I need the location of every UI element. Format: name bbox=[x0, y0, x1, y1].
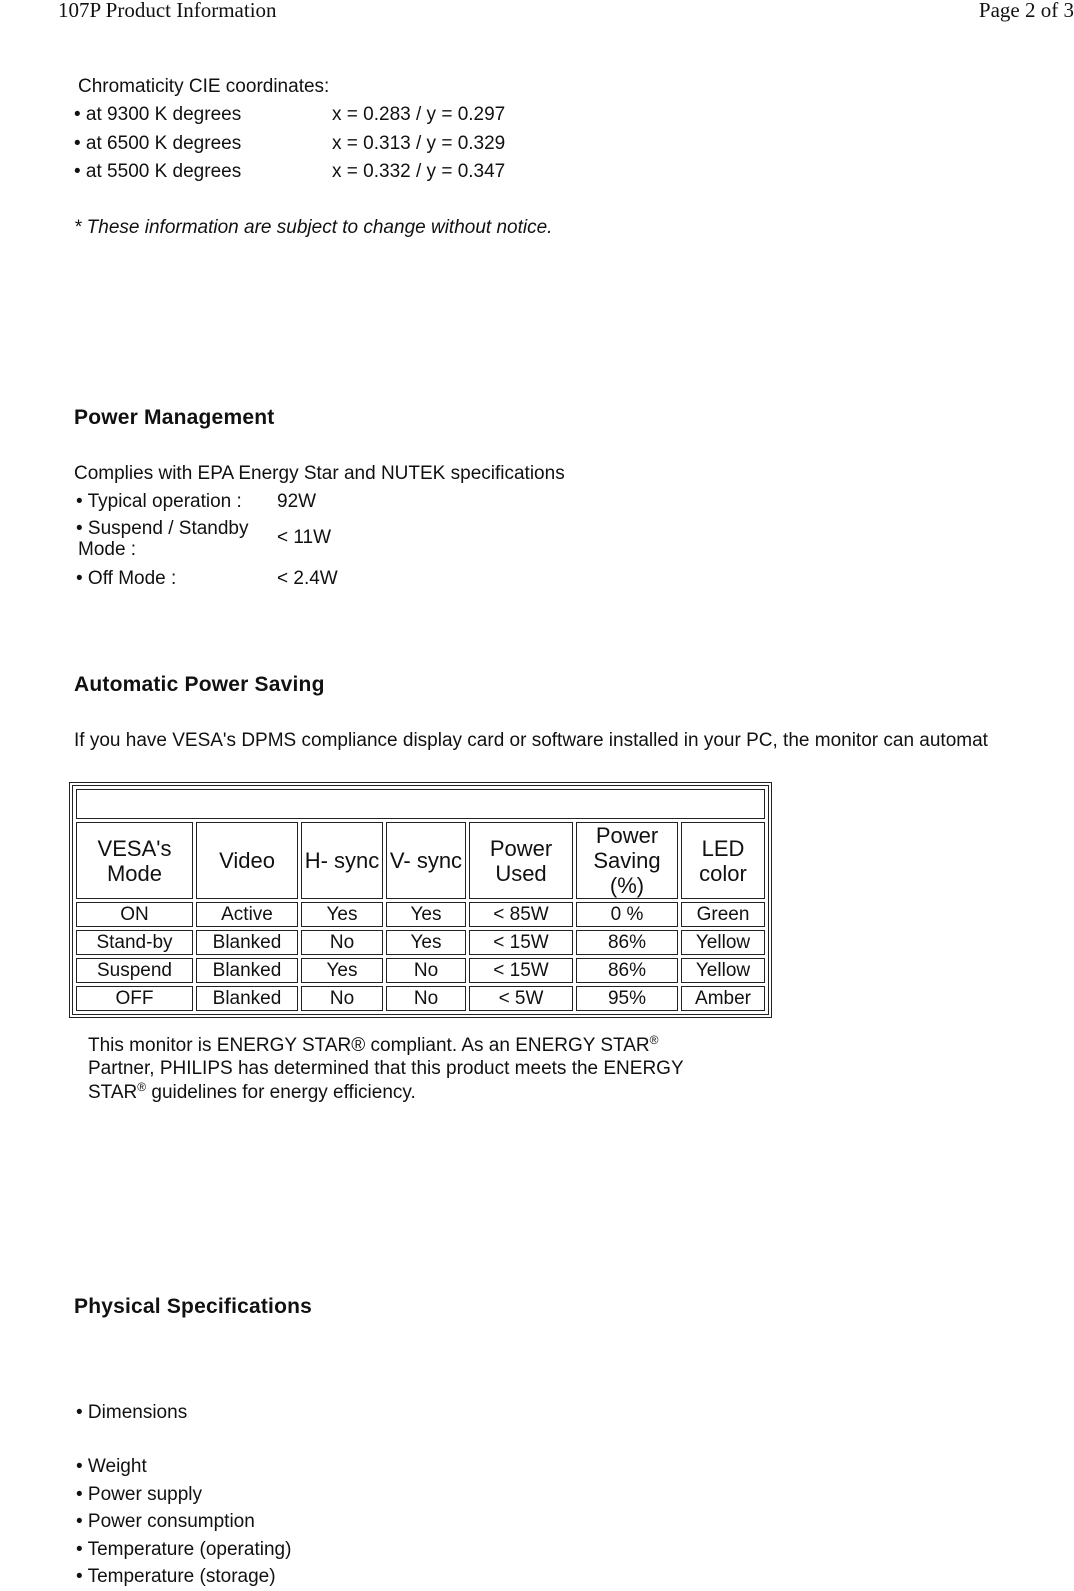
table-cell: No bbox=[301, 930, 383, 955]
table-cell: ON bbox=[76, 902, 193, 927]
table-cell: < 5W bbox=[469, 986, 573, 1011]
table-cell: Yes bbox=[301, 958, 383, 983]
typical-operation-label: • Typical operation : bbox=[76, 491, 242, 512]
table-cell: Blanked bbox=[196, 930, 298, 955]
table-cell: Yes bbox=[301, 902, 383, 927]
column-header: Power Saving (%) bbox=[576, 822, 678, 899]
table-cell: Blanked bbox=[196, 958, 298, 983]
off-mode-value: < 2.4W bbox=[277, 568, 338, 589]
table-header-row bbox=[76, 822, 765, 899]
table-row bbox=[76, 986, 765, 1011]
energy-star-statement-cont: Partner, PHILIPS has determined that this product meets the ENERGY bbox=[88, 1058, 684, 1079]
column-header: Power Used bbox=[469, 822, 573, 899]
table-row bbox=[76, 930, 765, 955]
chromaticity-label: • at 9300 K degrees bbox=[74, 104, 242, 125]
table-cell: < 85W bbox=[469, 902, 573, 927]
list-item: • Weight bbox=[76, 1456, 147, 1477]
table-cell: 86% bbox=[576, 930, 678, 955]
table-cell: Yes bbox=[386, 930, 466, 955]
energy-star-statement-end: STAR® guidelines for energy efficiency. bbox=[88, 1080, 416, 1103]
table-cell: Active bbox=[196, 902, 298, 927]
energy-star-statement: This monitor is ENERGY STAR® compliant. As an ENERGY STAR® bbox=[88, 1033, 659, 1056]
power-management-intro: Complies with EPA Energy Star and NUTEK specifications bbox=[74, 463, 565, 484]
chromaticity-label: • at 6500 K degrees bbox=[74, 133, 242, 154]
column-header: VESA's Mode bbox=[76, 822, 193, 899]
disclaimer-note: * These information are subject to change without notice. bbox=[74, 217, 553, 238]
chromaticity-label: • at 5500 K degrees bbox=[74, 161, 242, 182]
off-mode-label: • Off Mode : bbox=[76, 568, 177, 589]
table-cell: No bbox=[386, 958, 466, 983]
chromaticity-value: x = 0.313 / y = 0.329 bbox=[332, 133, 506, 154]
table-cell: Blanked bbox=[196, 986, 298, 1011]
table-cell: 86% bbox=[576, 958, 678, 983]
power-saving-table bbox=[72, 785, 769, 1015]
typical-operation-value: 92W bbox=[277, 491, 317, 512]
table-cell: Yellow bbox=[681, 930, 765, 955]
table-caption-row bbox=[76, 789, 765, 819]
column-header: V- sync bbox=[386, 822, 466, 899]
list-item: • Power consumption bbox=[76, 1511, 255, 1532]
suspend-mode-value: < 11W bbox=[277, 527, 332, 548]
table-cell: No bbox=[301, 986, 383, 1011]
table-row bbox=[76, 958, 765, 983]
table-cell: OFF bbox=[76, 986, 193, 1011]
column-header: H- sync bbox=[301, 822, 383, 899]
list-item: • Temperature (storage) bbox=[76, 1566, 276, 1587]
table-cell: Stand-by bbox=[76, 930, 193, 955]
chromaticity-value: x = 0.332 / y = 0.347 bbox=[332, 161, 506, 182]
table-cell: < 15W bbox=[469, 958, 573, 983]
list-item: • Dimensions bbox=[76, 1402, 188, 1423]
suspend-mode-label: • Suspend / Standby bbox=[76, 518, 249, 539]
page-number: Page 2 of 3 bbox=[978, 0, 1074, 22]
table-cell: < 15W bbox=[469, 930, 573, 955]
table-cell: Amber bbox=[681, 986, 765, 1011]
table-cell: Suspend bbox=[76, 958, 193, 983]
table-cell: Green bbox=[681, 902, 765, 927]
table-row bbox=[76, 902, 765, 927]
table-cell: Yellow bbox=[681, 958, 765, 983]
chromaticity-value: x = 0.283 / y = 0.297 bbox=[332, 104, 506, 125]
table-cell: Yes bbox=[386, 902, 466, 927]
power-management-heading: Power Management bbox=[74, 406, 275, 429]
column-header: Video bbox=[196, 822, 298, 899]
physical-specs-heading: Physical Specifications bbox=[74, 1295, 313, 1318]
list-item: • Temperature (operating) bbox=[76, 1539, 292, 1560]
suspend-mode-label-cont: Mode : bbox=[78, 539, 137, 560]
table-cell: No bbox=[386, 986, 466, 1011]
page-header-title: 107P Product Information bbox=[58, 0, 277, 22]
chromaticity-heading: Chromaticity CIE coordinates: bbox=[78, 76, 330, 97]
auto-power-saving-intro: If you have VESA's DPMS compliance display card or software installed in your PC, the monitor can automat bbox=[74, 730, 988, 751]
column-header: LED color bbox=[681, 822, 765, 899]
auto-power-saving-heading: Automatic Power Saving bbox=[74, 673, 325, 696]
table-cell: 95% bbox=[576, 986, 678, 1011]
list-item: • Power supply bbox=[76, 1484, 202, 1505]
table-cell: 0 % bbox=[576, 902, 678, 927]
